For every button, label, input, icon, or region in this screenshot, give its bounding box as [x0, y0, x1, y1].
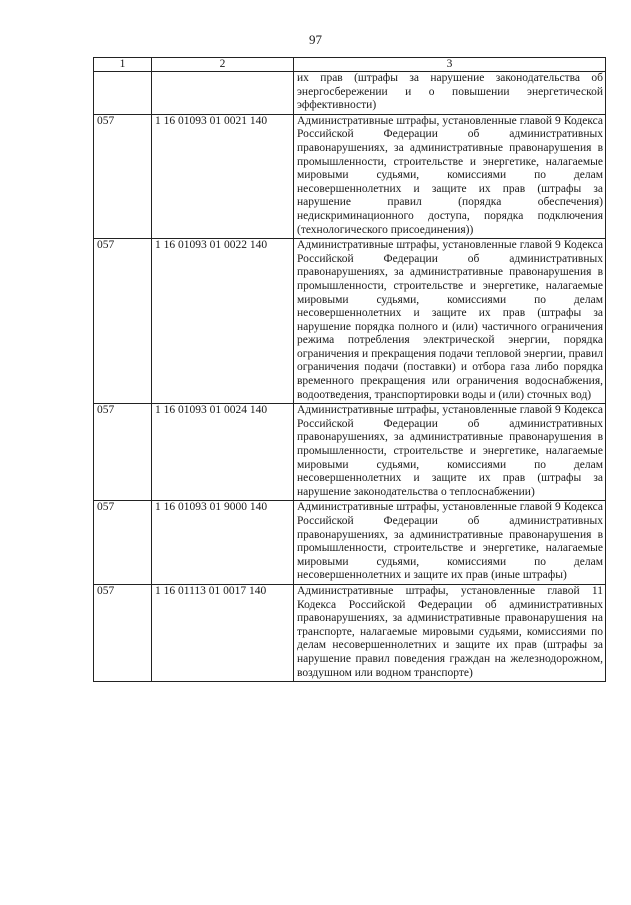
kbk-cell: 1 16 01113 01 0017 140 [152, 584, 294, 681]
table-header-row [94, 58, 606, 72]
description-cell: Административные штрафы, установленные главой 9 Кодекса Российской Федерации об административных правонарушениях, за административные правонарушения в промышленности, строительстве и энергетике, налагаемые мировыми судьями, комиссиями по делам несовершеннолетних и защите их прав (иные штрафы) [294, 501, 606, 585]
table-row [94, 404, 606, 501]
table-row [94, 501, 606, 585]
admin-code-cell: 057 [94, 584, 152, 681]
kbk-cell: 1 16 01093 01 0024 140 [152, 404, 294, 501]
document-table [93, 57, 606, 682]
description-cell: Административные штрафы, установленные главой 9 Кодекса Российской Федерации об административных правонарушениях, за административные правонарушения в промышленности, строительстве и энергетике, налагаемые мировыми судьями, комиссиями по делам несовершеннолетних и защите их прав (штрафы за нарушение законодательства о теплоснабжении) [294, 404, 606, 501]
description-cell: Административные штрафы, установленные главой 9 Кодекса Российской Федерации об административных правонарушениях, за административные правонарушения в промышленности, строительстве и энергетике, налагаемые мировыми судьями, комиссиями по делам несовершеннолетних и защите их прав (штрафы за нарушение порядка полного и (или) частичного ограничения режима потребления электрической энергии, порядка ограничения и прекращения подачи тепловой энергии, правил ограничения подачи (поставки) и отбора газа либо порядка временного прекращения или ограничения водоснабжения, водоотведения, транспортировки воды и (или) сточных вод) [294, 239, 606, 404]
kbk-cell [152, 72, 294, 115]
table-row [94, 114, 606, 238]
table-row [94, 239, 606, 404]
table-row-continuation [94, 72, 606, 115]
column-header-3: 3 [294, 58, 606, 72]
column-header-2: 2 [152, 58, 294, 72]
page-number: 97 [309, 32, 322, 47]
admin-code-cell [94, 72, 152, 115]
description-cell: их прав (штрафы за нарушение законодательства об энергосбережении и о повышении энергетической эффективности) [294, 72, 606, 115]
description-cell: Административные штрафы, установленные главой 11 Кодекса Российской Федерации об административных правонарушениях, за административные правонарушения на транспорте, налагаемые мировыми судьями, комиссиями по делам несовершеннолетних и защите их прав (штрафы за нарушение правил поведения граждан на железнодорожном, воздушном или водном транспорте) [294, 584, 606, 681]
kbk-cell: 1 16 01093 01 0022 140 [152, 239, 294, 404]
kbk-cell: 1 16 01093 01 9000 140 [152, 501, 294, 585]
admin-code-cell: 057 [94, 114, 152, 238]
description-cell: Административные штрафы, установленные главой 9 Кодекса Российской Федерации об административных правонарушениях, за административные правонарушения в промышленности, строительстве и энергетике, налагаемые мировыми судьями, комиссиями по делам несовершеннолетних и защите их прав (штрафы за нарушение правил (порядка обеспечения) недискриминационного доступа, порядка подключения (технологического присоединения)) [294, 114, 606, 238]
column-header-1: 1 [94, 58, 152, 72]
admin-code-cell: 057 [94, 501, 152, 585]
kbk-cell: 1 16 01093 01 0021 140 [152, 114, 294, 238]
admin-code-cell: 057 [94, 239, 152, 404]
table-row [94, 584, 606, 681]
admin-code-cell: 057 [94, 404, 152, 501]
